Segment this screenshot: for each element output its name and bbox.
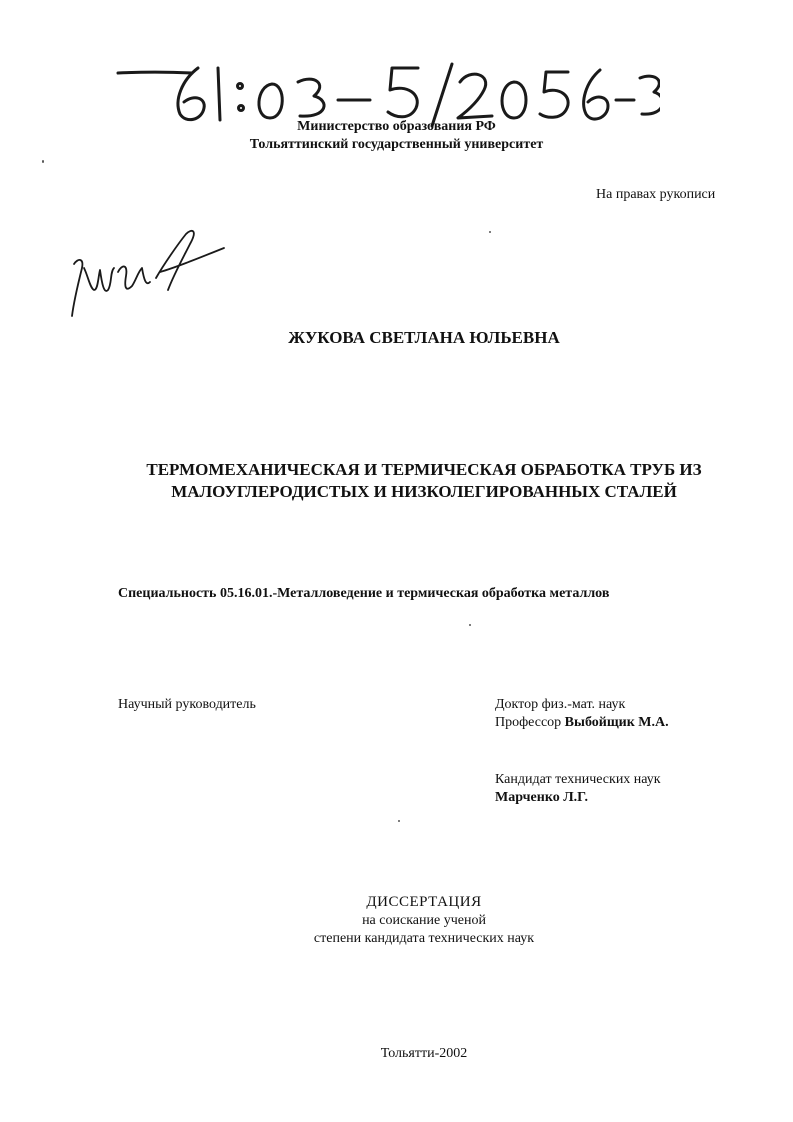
advisor-name: Выбойщик М.А. <box>564 715 669 730</box>
scan-speck <box>489 231 491 233</box>
dissertation-title <box>0 459 793 503</box>
ministry-name: Министерство образования РФ <box>297 119 496 134</box>
advisor-degree: Доктор физ.-мат. наук <box>495 697 626 712</box>
advisor-details <box>495 696 669 732</box>
title-line-2: МАЛОУГЛЕРОДИСТЫХ И НИЗКОЛЕГИРОВАННЫХ СТАЛЕЙ <box>171 482 677 501</box>
document-purpose-line-1: на соискание ученой <box>362 913 486 928</box>
document-type: ДИССЕРТАЦИЯ <box>366 894 482 910</box>
scan-speck <box>42 160 44 163</box>
document-purpose-line-2: степени кандидата технических наук <box>313 931 535 946</box>
document-type-block <box>0 893 793 948</box>
consultant-degree: Кандидат технических наук <box>495 772 661 787</box>
author-name: ЖУКОВА СВЕТЛАНА ЮЛЬЕВНА <box>288 328 560 347</box>
author-signature <box>64 224 234 324</box>
advisor-position-line <box>495 714 669 732</box>
institution-header <box>0 118 793 154</box>
advisor-label: Научный руководитель <box>118 697 256 712</box>
consultant-details <box>495 771 661 807</box>
scan-speck <box>398 820 400 822</box>
advisor-position: Профессор <box>495 715 562 730</box>
university-name: Тольяттинский государственный университет <box>249 137 544 152</box>
city-year: Тольятти-2002 <box>380 1046 468 1061</box>
consultant-name: Марченко Л.Г. <box>495 790 588 805</box>
specialty-line: Специальность 05.16.01.-Металловедение и термическая обработка металлов <box>118 586 610 601</box>
scan-speck <box>469 624 471 626</box>
title-line-1: ТЕРМОМЕХАНИЧЕСКАЯ И ТЕРМИЧЕСКАЯ ОБРАБОТКА ТРУБ ИЗ <box>146 460 702 479</box>
manuscript-rights-note: На правах рукописи <box>596 187 716 202</box>
